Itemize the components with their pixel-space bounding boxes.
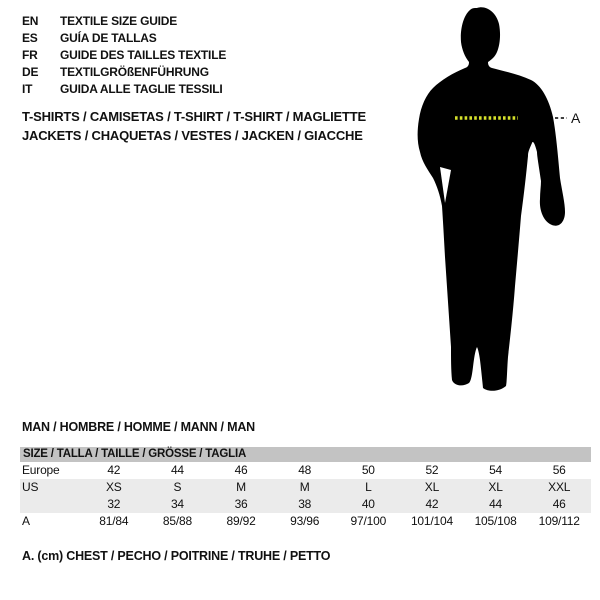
size-cell: XXL	[548, 480, 571, 494]
size-cell: 46	[552, 497, 566, 511]
size-cell: 48	[298, 463, 312, 477]
size-cell: 56	[552, 463, 566, 477]
measure-label-a: A	[571, 110, 581, 126]
language-row-it	[22, 81, 226, 98]
row-label	[20, 496, 82, 513]
size-cell: M	[236, 480, 246, 494]
size-cell: 109/112	[538, 514, 580, 528]
measurement-footnote: A. (cm) CHEST / PECHO / POITRINE / TRUHE / PETTO	[22, 549, 331, 563]
table-row-us	[20, 479, 591, 496]
category-line-tshirts: T-SHIRTS / CAMISETAS / T-SHIRT / T-SHIRT / MAGLIETTE	[22, 109, 366, 124]
size-cell: 81/84	[99, 514, 129, 528]
language-code: FR	[22, 48, 38, 62]
row-label: A	[22, 514, 30, 528]
size-cell: 42	[107, 463, 121, 477]
language-label: GUIDA ALLE TAGLIE TESSILI	[60, 82, 223, 96]
size-cell: 85/88	[162, 514, 192, 528]
language-row-de	[22, 64, 226, 81]
size-cell: 34	[170, 497, 184, 511]
size-cell: 105/108	[474, 514, 517, 528]
language-label: GUÍA DE TALLAS	[60, 31, 157, 45]
table-row-us-numeric	[20, 496, 591, 513]
size-cell: M	[299, 480, 310, 494]
size-cell: 44	[170, 463, 184, 477]
category-line-jackets: JACKETS / CHAQUETAS / VESTES / JACKEN / GIACCHE	[22, 128, 363, 143]
size-cell: L	[365, 480, 372, 494]
size-cell: 54	[489, 463, 503, 477]
size-cell: 52	[425, 463, 439, 477]
size-cell: 38	[298, 497, 312, 511]
size-table	[20, 447, 591, 530]
language-code: DE	[22, 65, 39, 79]
garment-categories	[22, 107, 366, 145]
size-cell: 36	[234, 497, 248, 511]
size-cell: S	[173, 480, 182, 494]
language-row-es	[22, 30, 226, 47]
table-row-chest-cm	[20, 513, 591, 530]
language-code: IT	[22, 82, 33, 96]
size-cell: 46	[234, 463, 248, 477]
size-cell: 97/100	[350, 514, 387, 528]
language-label: TEXTILE SIZE GUIDE	[60, 14, 178, 28]
man-silhouette	[418, 7, 565, 391]
size-cell: 50	[361, 463, 375, 477]
size-cell: 93/96	[290, 514, 320, 528]
size-cell: 40	[361, 497, 375, 511]
language-code: ES	[22, 31, 38, 45]
man-silhouette-figure	[390, 0, 600, 410]
size-cell: XL	[424, 480, 440, 494]
size-table-header: SIZE / TALLA / TAILLE / GRÖSSE / TAGLIA	[20, 447, 591, 462]
size-cell: XL	[488, 480, 503, 494]
size-cell: 89/92	[226, 514, 256, 528]
section-title-man: MAN / HOMBRE / HOMME / MANN / MAN	[22, 420, 255, 434]
language-row-en	[22, 13, 226, 30]
size-cell: 32	[107, 497, 121, 511]
size-cell: XS	[106, 480, 122, 494]
size-cell: 101/104	[410, 514, 453, 528]
size-cell: 44	[489, 497, 503, 511]
language-label: GUIDE DES TAILLES TEXTILE	[60, 48, 227, 62]
size-cell: 42	[425, 497, 439, 511]
language-list	[22, 13, 226, 98]
language-row-fr	[22, 47, 226, 64]
language-code: EN	[22, 14, 39, 28]
language-label: TEXTILGRÖßENFÜHRUNG	[60, 65, 209, 79]
row-label: Europe	[22, 463, 60, 477]
row-label: US	[22, 480, 39, 494]
table-row-europe	[20, 462, 591, 479]
